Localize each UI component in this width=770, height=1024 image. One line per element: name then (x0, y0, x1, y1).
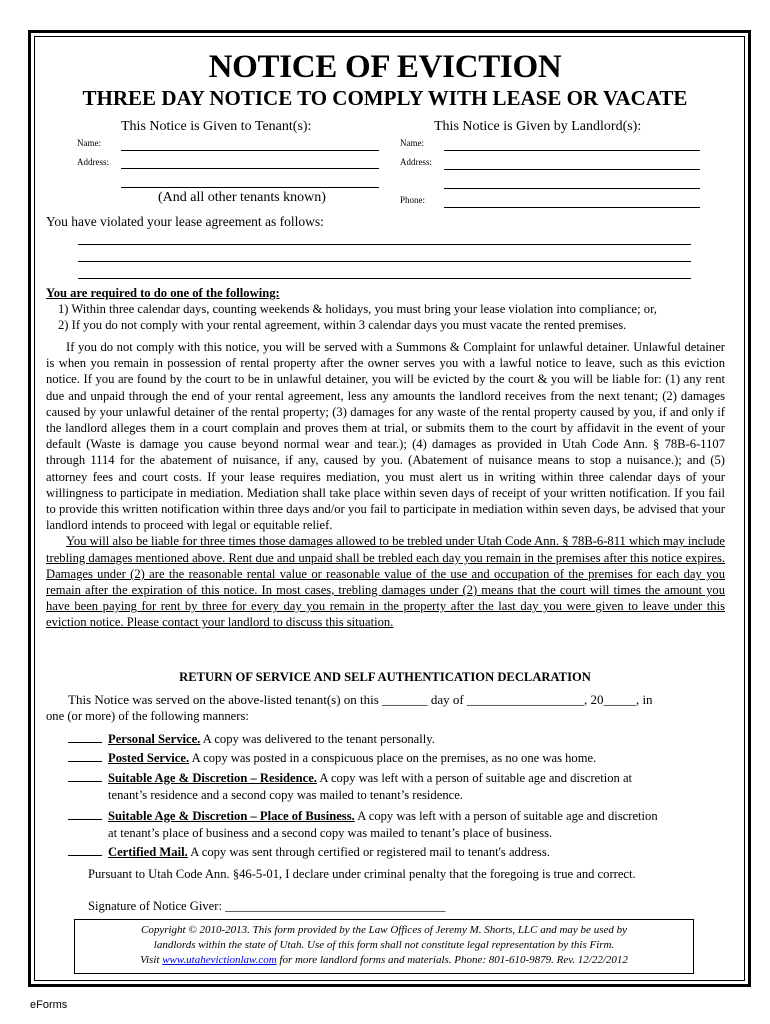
service-title: Suitable Age & Discretion – Residence. (108, 771, 317, 785)
service-text: A copy was posted in a conspicuous place on the premises, as no one was home. (189, 751, 597, 765)
served-line: This Notice was served on the above-listed tenant(s) on this _______ day of __________________, 20_____, in (68, 692, 653, 707)
copyright-line-1: Copyright © 2010-2013. This form provided by the Law Offices of Jeremy M. Shorts, LLC and may be used by (140, 924, 627, 936)
tenant-heading: This Notice is Given to Tenant(s): (121, 119, 312, 134)
service-title: Personal Service. (108, 732, 201, 746)
tenant-name-line[interactable] (121, 150, 379, 151)
option-2: 2) If you do not comply with your rental agreement, within 3 calendar days you must vacate the rented premises. (58, 318, 627, 332)
service-title: Certified Mail. (108, 845, 188, 859)
service-personal[interactable] (68, 730, 728, 748)
landlord-phone-line[interactable] (444, 207, 700, 208)
tenant-address-label: Address: (77, 157, 109, 167)
copyright-line-3 (75, 953, 693, 968)
other-tenants-note: (And all other tenants known) (158, 190, 326, 205)
service-title: Suitable Age & Discretion – Place of Business. (108, 809, 355, 823)
signature-line[interactable]: Signature of Notice Giver: ___________________________________ (88, 899, 446, 913)
service-residence[interactable] (68, 769, 728, 804)
service-certified[interactable] (68, 843, 728, 861)
service-posted[interactable] (68, 749, 728, 767)
tenant-address-line-1[interactable] (121, 168, 379, 169)
landlord-name-label: Name: (400, 138, 424, 148)
copyright-contact-text: for more landlord forms and materials. Phone: 801-610-9879. Rev. 12/22/2012 (276, 954, 628, 966)
footer-brand: eForms (30, 999, 68, 1011)
return-heading: RETURN OF SERVICE AND SELF AUTHENTICATION DECLARATION (179, 670, 591, 684)
violation-line-2[interactable] (78, 261, 691, 262)
violation-line-1[interactable] (78, 244, 691, 245)
service-text: A copy was left with a person of suitable age and discretion at (316, 771, 633, 785)
service-text: A copy was left with a person of suitable age and discretion (354, 809, 658, 823)
landlord-address-label: Address: (400, 157, 432, 167)
violation-intro: You have violated your lease agreement as follows: (46, 214, 324, 229)
declaration: Pursuant to Utah Code Ann. §46-5-01, I declare under criminal penalty that the foregoing is true and correct. (88, 867, 636, 881)
service-checkbox-line[interactable] (68, 843, 102, 856)
treble-paragraph-text: You will also be liable for three times those damages allowed to be trebled under Utah Code Ann. § 78B-6-811 which may include trebling damages mentioned above. Rent due and unpaid shall be trebled each day you remain in the premises after this notice expires. Damages under (2) are the reasonable rental value or reasonable value of the use and occupation of the premises for each day you remain after the expiration of this notice. In most cases, trebling damages under (2) means that the court will times the amount you have been paying for rent by three for every day you remain in the property after the last day you were given to leave under this eviction notice. Please contact your landlord to discuss this situation. (46, 534, 725, 630)
service-checkbox-line[interactable] (68, 730, 102, 743)
copyright-visit-text: Visit (140, 954, 163, 966)
service-checkbox-line[interactable] (68, 807, 102, 820)
landlord-phone-label: Phone: (400, 195, 426, 205)
document-subtitle: THREE DAY NOTICE TO COMPLY WITH LEASE OR VACATE (82, 86, 688, 110)
service-text: A copy was delivered to the tenant personally. (200, 732, 435, 746)
required-heading: You are required to do one of the following: (46, 286, 280, 300)
copyright-box (74, 919, 694, 974)
main-paragraph-text: If you do not comply with this notice, you will be served with a Summons & Complaint for unlawful detainer. Unlawful detainer is when you remain in possession of rental property after the owner serves you with a lawful notice to leave, such as this eviction notice. If you are found by the court to be in unlawful detainer, you will be evicted by the court & you will be liable for: (1) any rent due and unpaid through the end of your rental agreement, less any amounts the landlord receives from the next tenant; (2) damages caused by your unlawful detainer of the rental property; (3) damages for any waste of the rental property caused by you, if and only if the landlord alleges them in a court complain and proves them at trial, or submits them to the court by affidavit in the event of your default (Waste is damage you cause beyond normal wear and tear.); (4) damages as provided in Utah Code Ann. § 78B-6-1107 through 1114 for the abatement of nuisance, if any, caused by you. (Abatement of nuisance means to stop a nuisance.); and (5) attorney fees and court costs. If your lease requires mediation, you must alert us in writing within three calendar days of your willingness to participate in mediation. Mediation shall take place within seven days of receipt of your written notification. If you fail to provide this written notification within three days and/or you fail to participate in mediation within seven days, be advised that your landlord intends to proceed with legal or equitable relief. (46, 340, 725, 533)
service-text: A copy was sent through certified or registered mail to tenant's address. (187, 845, 550, 859)
tenant-name-label: Name: (77, 138, 101, 148)
tenant-address-line-2[interactable] (121, 187, 379, 188)
landlord-address-line-2[interactable] (444, 188, 700, 189)
main-paragraph (46, 339, 725, 631)
landlord-address-line-1[interactable] (444, 169, 700, 170)
service-title: Posted Service. (108, 751, 190, 765)
landlord-heading: This Notice is Given by Landlord(s): (434, 119, 642, 134)
landlord-name-line[interactable] (444, 150, 700, 151)
document-title: NOTICE OF EVICTION (208, 49, 562, 85)
service-continuation: at tenant’s place of business and a second copy was mailed to tenant’s place of business. (108, 826, 553, 840)
service-continuation: tenant’s residence and a second copy was mailed to tenant’s residence. (108, 788, 463, 802)
option-1: 1) Within three calendar days, counting weekends & holidays, you must bring your lease violation into compliance; or, (58, 302, 657, 316)
copyright-line-2: landlords within the state of Utah. Use of this form shall not constitute legal representation by this Firm. (153, 939, 615, 951)
violation-line-3[interactable] (78, 278, 691, 279)
served-line-2: one (or more) of the following manners: (46, 709, 249, 723)
website-link[interactable]: www.utahevictionlaw.com (162, 954, 277, 966)
service-checkbox-line[interactable] (68, 749, 102, 762)
service-checkbox-line[interactable] (68, 769, 102, 782)
service-business[interactable] (68, 807, 728, 842)
